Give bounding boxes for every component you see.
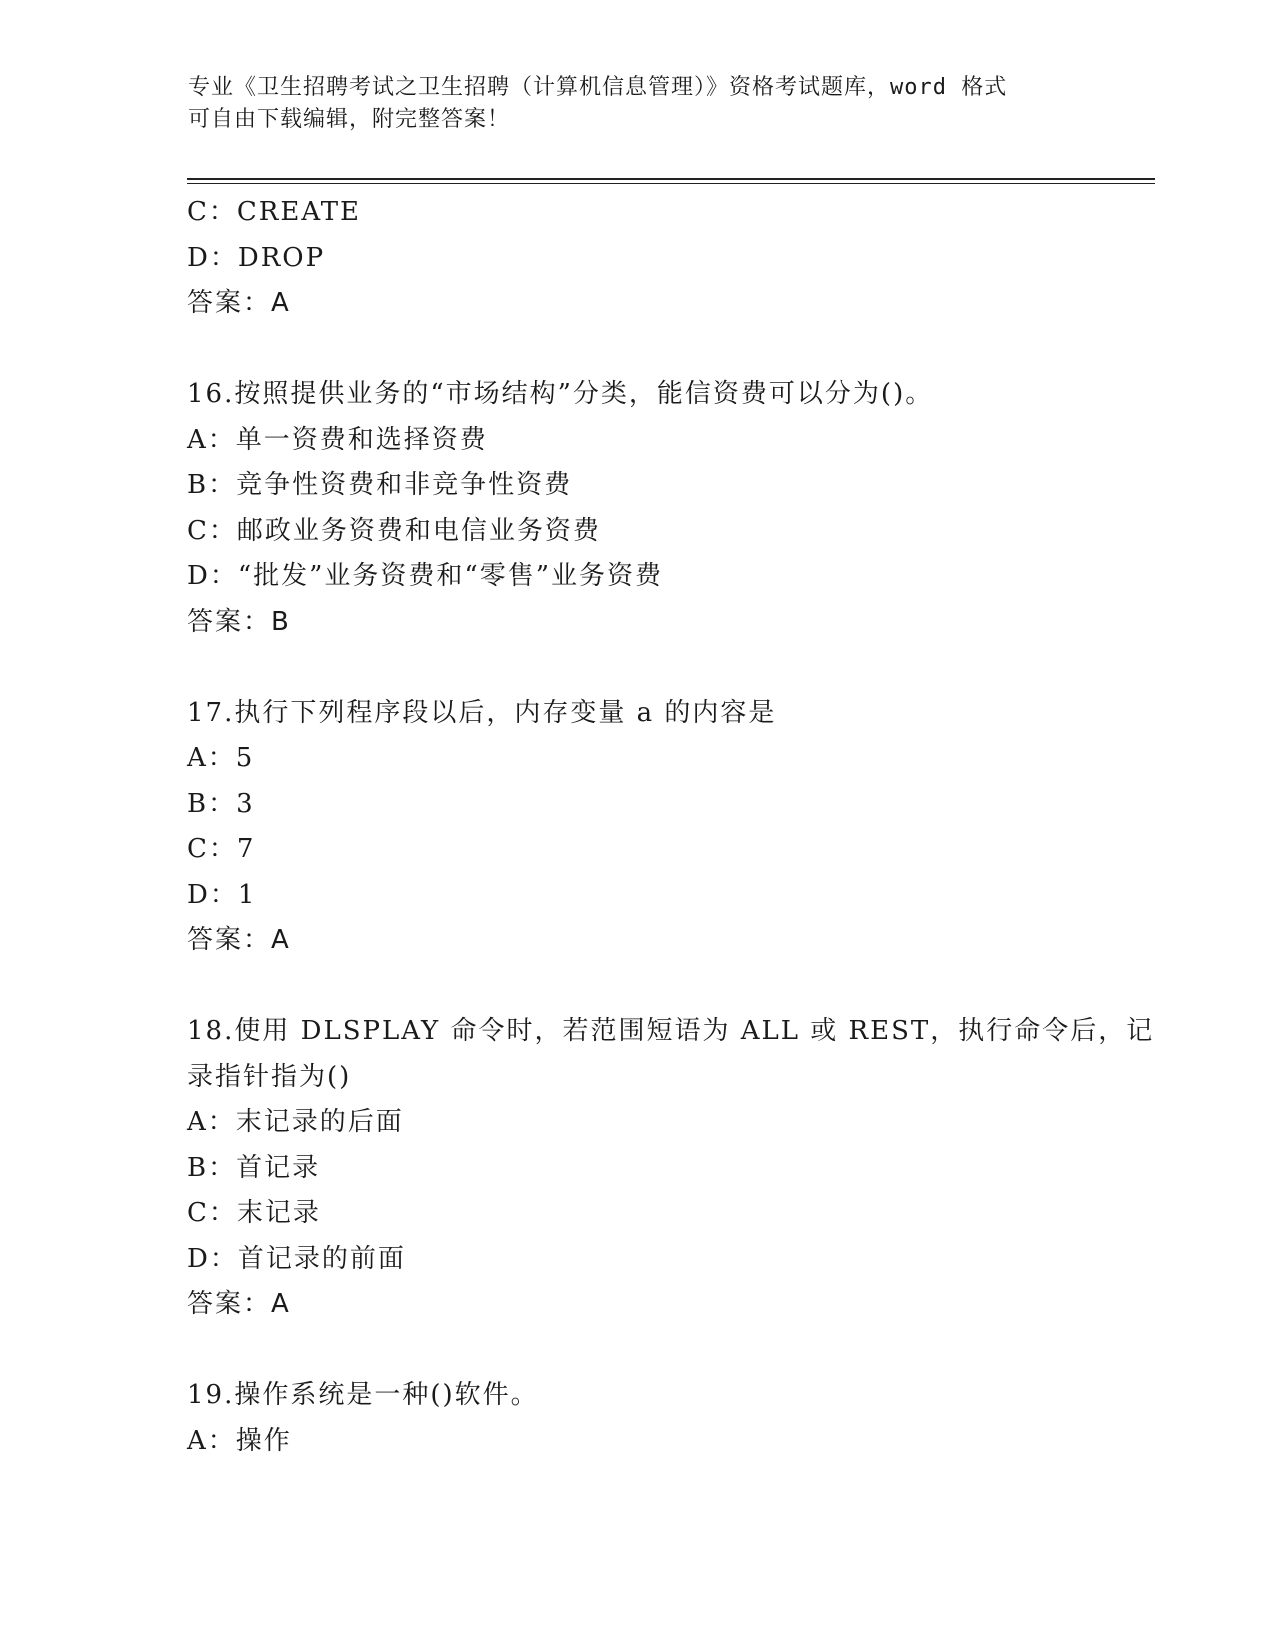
option-c: C：7 (187, 834, 256, 864)
question-16 (187, 372, 1087, 645)
question-stem-line-1: 18.使用 DLSPLAY 命令时，若范围短语为 ALL 或 REST，执行命令后，记 (187, 1016, 1155, 1046)
spacer (187, 1328, 1087, 1374)
option-c: C：邮政业务资费和电信业务资费 (187, 515, 601, 546)
header-line-2: 可自由下载编辑，附完整答案！ (188, 107, 511, 132)
answer-line: 答案：B (187, 606, 291, 637)
option-c: C：末记录 (187, 1198, 321, 1228)
option-d: D：“批发”业务资费和“零售”业务资费 (187, 561, 664, 591)
option-a: A：操作 (187, 1425, 292, 1456)
question-stem-line-2: 录指针指为() (187, 1061, 352, 1092)
header-divider-thick (187, 178, 1155, 180)
option-a: A：末记录的后面 (187, 1107, 404, 1137)
question-stem: 17.执行下列程序段以后，内存变量 a 的内容是 (187, 697, 777, 728)
spacer (187, 645, 1087, 691)
option-b: B：竞争性资费和非竞争性资费 (187, 470, 573, 500)
question-stem: 16.按照提供业务的“市场结构”分类，能信资费可以分为()。 (187, 379, 934, 409)
option-c: C：CREATE (187, 197, 362, 227)
option-d: D：DROP (187, 242, 326, 273)
answer-line: 答案：A (187, 288, 291, 318)
question-15-carryover (187, 190, 1087, 327)
question-list (187, 190, 1155, 1464)
spacer (187, 964, 1087, 1010)
option-a: A：单一资费和选择资费 (187, 424, 488, 455)
option-b: B：3 (187, 788, 255, 819)
option-a: A：5 (187, 743, 255, 773)
header-line-1: 专业《卫生招聘考试之卫生招聘（计算机信息管理）》资格考试题库，word 格式 (188, 75, 1008, 100)
option-d: D：首记录的前面 (187, 1243, 406, 1274)
header-divider-thin (187, 183, 1155, 184)
answer-line: 答案：A (187, 925, 291, 955)
option-b: B：首记录 (187, 1152, 321, 1183)
question-stem: 19.操作系统是一种()软件。 (187, 1380, 539, 1410)
question-19 (187, 1373, 1087, 1464)
spacer (187, 327, 1087, 373)
question-18 (187, 1009, 1155, 1328)
answer-line: 答案：A (187, 1289, 291, 1319)
question-17 (187, 691, 1087, 964)
document-header (188, 72, 1088, 136)
option-d: D：1 (187, 879, 257, 910)
